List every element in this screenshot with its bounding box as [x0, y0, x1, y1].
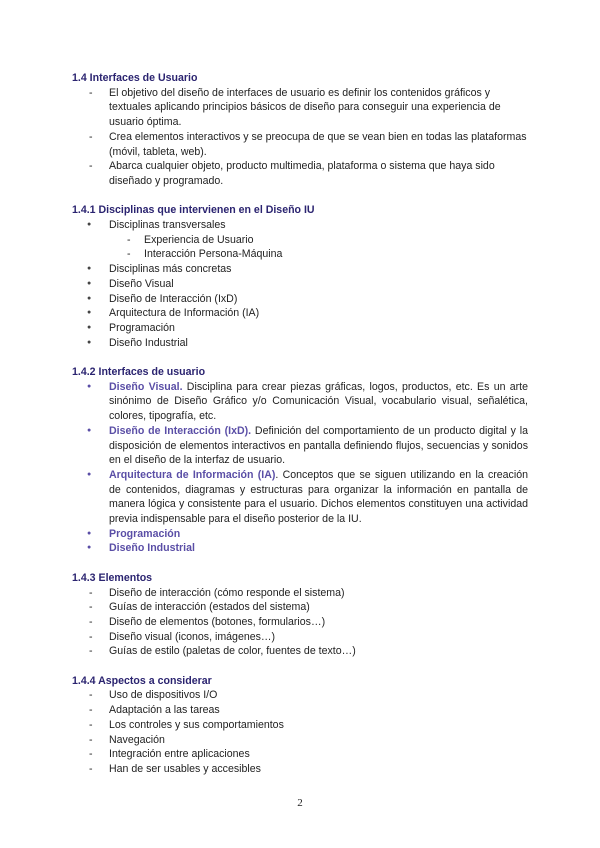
list-item: - Diseño visual (iconos, imágenes…) — [72, 630, 528, 645]
section-1-4 — [72, 71, 528, 189]
section-heading: 1.4.3 Elementos — [72, 571, 153, 584]
list-item: ● Disciplinas más concretas — [72, 262, 528, 277]
page-number: 2 — [297, 797, 303, 809]
term-label: Diseño de Interacción (IxD). — [109, 424, 252, 437]
list-item: - Abarca cualquier objeto, producto multimedia, plataforma o sistema que haya sido diseñado y programado. — [72, 159, 528, 188]
list-item: ● Arquitectura de Información (IA) — [72, 306, 528, 321]
section-1-4-4 — [72, 674, 528, 777]
list-item: - Diseño de interacción (cómo responde el sistema) — [72, 586, 528, 601]
list-item: - Han de ser usables y accesibles — [72, 762, 528, 777]
list-item — [72, 424, 528, 468]
list-item — [72, 218, 528, 262]
list-item — [72, 468, 528, 527]
term-description: Disciplina para crear piezas gráficas, logos, productos, etc. Es un arte sinónimo de Diseño Gráfico y/o Comunicación Visual, vocabulario visual, señalética, colores, tipografía, etc. — [109, 380, 528, 423]
list-item: - Guías de interacción (estados del sistema) — [72, 600, 528, 615]
sub-list-item: - Experiencia de Usuario — [72, 233, 528, 248]
sub-list-item: - Interacción Persona-Máquina — [72, 247, 528, 262]
term-label: Diseño Visual. — [109, 380, 183, 393]
list-item: - Uso de dispositivos I/O — [72, 688, 528, 703]
list-item: ● Diseño de Interacción (IxD) — [72, 292, 528, 307]
bullet-list — [72, 380, 528, 556]
list-item-label: Disciplinas transversales — [109, 219, 226, 232]
list-item: - Integración entre aplicaciones — [72, 747, 528, 762]
dash-list — [72, 86, 528, 189]
section-1-4-3 — [72, 571, 528, 659]
section-1-4-1 — [72, 203, 528, 350]
sub-list — [72, 233, 528, 262]
term-description: . Conceptos que se siguen utilizando en la creación de contenidos, diagramas y estructuras para organizar la información en pantalla de manera lógica y consistente para el usuario. Dichos elementos constituyen una actividad previa indispensable para el diseño posterior de la IU. — [109, 468, 528, 526]
term-description: Definición del comportamiento de un producto digital y la disposición de elementos interactivos en pantalla definiendo flujos, secuencias y sonidos en el diseño de la interfaz de usuario. — [109, 424, 528, 467]
list-item: - Adaptación a las tareas — [72, 703, 528, 718]
section-heading: 1.4 Interfaces de Usuario — [72, 72, 198, 84]
list-item: - El objetivo del diseño de interfaces de usuario es definir los contenidos gráficos y textuales aplicando principios básicos de diseño para conseguir una experiencia de usuario óptima. — [72, 86, 528, 130]
list-item: - Navegación — [72, 733, 528, 748]
term-label: Diseño Industrial — [109, 542, 195, 555]
page-content — [72, 71, 528, 791]
dash-list — [72, 688, 528, 776]
section-1-4-2 — [72, 365, 528, 556]
term-label: Programación — [109, 527, 181, 540]
list-item: ● Diseño Industrial — [72, 336, 528, 351]
list-item: - Crea elementos interactivos y se preocupa de que se vean bien en todas las plataformas (móvil, tableta, web). — [72, 130, 528, 159]
list-item: - Los controles y sus comportamientos — [72, 718, 528, 733]
bullet-list — [72, 218, 528, 350]
dash-list — [72, 586, 528, 660]
list-item: ● Programación — [72, 321, 528, 336]
section-heading: 1.4.2 Interfaces de usuario — [72, 366, 206, 379]
list-item: - Guías de estilo (paletas de color, fuentes de texto…) — [72, 644, 528, 659]
list-item: - Diseño de elementos (botones, formularios…) — [72, 615, 528, 630]
list-item — [72, 527, 528, 542]
term-label: Arquitectura de Información (IA) — [109, 468, 276, 481]
section-heading: 1.4.1 Disciplinas que intervienen en el Diseño IU — [72, 204, 315, 217]
list-item: ● Diseño Visual — [72, 277, 528, 292]
section-heading: 1.4.4 Aspectos a considerar — [72, 674, 212, 687]
list-item — [72, 380, 528, 424]
list-item — [72, 541, 528, 556]
